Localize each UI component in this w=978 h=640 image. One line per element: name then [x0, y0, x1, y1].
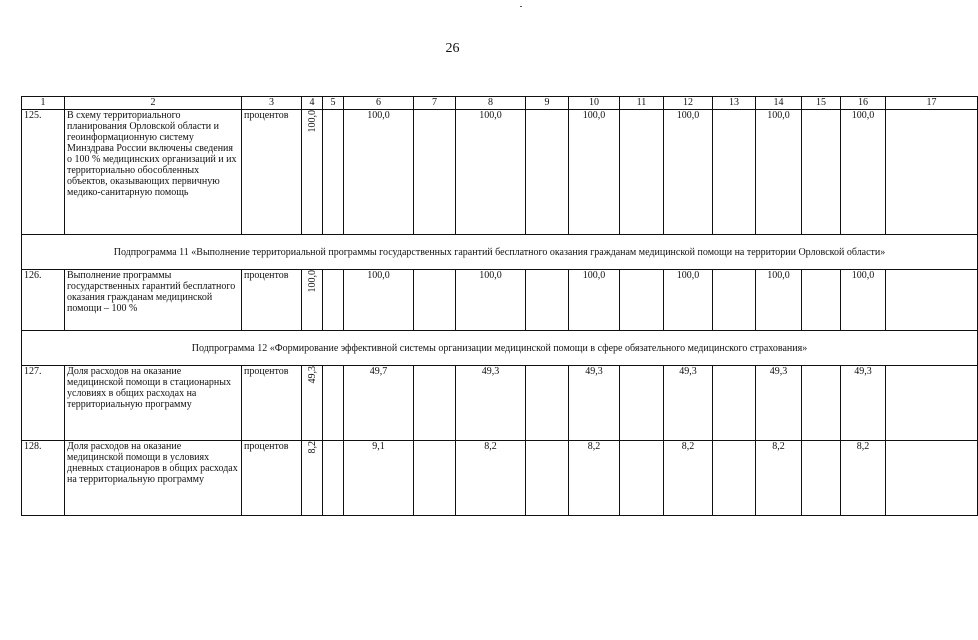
value-cell: 8,2 [569, 441, 620, 516]
empty-cell [414, 366, 456, 441]
value-cell: 100,0 [841, 110, 886, 235]
value-cell: 100,0 [569, 270, 620, 331]
table-body [22, 97, 978, 516]
row-number: 128. [22, 441, 65, 516]
column-number: 6 [344, 97, 414, 110]
base-value: 49,3 [306, 366, 318, 384]
column-number: 2 [65, 97, 242, 110]
base-value-cell [302, 441, 323, 516]
column-number: 11 [620, 97, 664, 110]
empty-cell [886, 441, 978, 516]
empty-cell [414, 441, 456, 516]
base-value-cell [302, 270, 323, 331]
indicator-row [22, 366, 978, 441]
column-number: 13 [713, 97, 756, 110]
base-value: 8,2 [306, 441, 318, 454]
value-cell: 8,2 [756, 441, 802, 516]
empty-cell [323, 366, 344, 441]
empty-cell [886, 110, 978, 235]
value-cell: 100,0 [664, 270, 713, 331]
value-cell: 100,0 [664, 110, 713, 235]
empty-cell [802, 110, 841, 235]
empty-cell [620, 366, 664, 441]
scan-mark [520, 6, 522, 7]
value-cell: 8,2 [841, 441, 886, 516]
empty-cell [414, 270, 456, 331]
indicator-row [22, 110, 978, 235]
empty-cell [802, 366, 841, 441]
value-cell: 49,3 [569, 366, 620, 441]
unit-cell: процентов [242, 366, 302, 441]
row-number: 127. [22, 366, 65, 441]
empty-cell [323, 110, 344, 235]
page-number: 26 [445, 41, 460, 56]
empty-cell [802, 270, 841, 331]
value-cell: 100,0 [344, 270, 414, 331]
empty-cell [526, 366, 569, 441]
empty-cell [802, 441, 841, 516]
unit-cell: процентов [242, 270, 302, 331]
column-number: 15 [802, 97, 841, 110]
value-cell: 49,3 [756, 366, 802, 441]
value-cell: 49,3 [456, 366, 526, 441]
empty-cell [713, 270, 756, 331]
unit-cell: процентов [242, 441, 302, 516]
column-number-row [22, 97, 978, 110]
empty-cell [713, 441, 756, 516]
value-cell: 49,3 [841, 366, 886, 441]
column-number: 9 [526, 97, 569, 110]
column-number: 17 [886, 97, 978, 110]
unit-cell: процентов [242, 110, 302, 235]
empty-cell [886, 270, 978, 331]
column-number: 5 [323, 97, 344, 110]
empty-cell [620, 270, 664, 331]
column-number: 3 [242, 97, 302, 110]
indicator-name: В схему территориального планирования Орловской области и геоинформационную систему Минздрава России включены сведения о 100 % медицинских организаций и их территориально обособленных объектов, оказывающих первичную медико-санитарную помощь [65, 110, 242, 235]
empty-cell [713, 366, 756, 441]
empty-cell [620, 441, 664, 516]
value-cell: 100,0 [756, 270, 802, 331]
column-number: 12 [664, 97, 713, 110]
column-number: 14 [756, 97, 802, 110]
column-number: 4 [302, 97, 323, 110]
empty-cell [414, 110, 456, 235]
base-value-cell [302, 366, 323, 441]
value-cell: 9,1 [344, 441, 414, 516]
column-number: 8 [456, 97, 526, 110]
value-cell: 8,2 [456, 441, 526, 516]
value-cell: 100,0 [344, 110, 414, 235]
column-number: 10 [569, 97, 620, 110]
subprogram-title: Подпрограмма 11 «Выполнение территориальной программы государственных гарантий бесплатного оказания гражданам медицинской помощи на территории Орловской области» [22, 235, 978, 270]
indicators-table [21, 96, 978, 516]
value-cell: 100,0 [569, 110, 620, 235]
row-number: 125. [22, 110, 65, 235]
value-cell: 8,2 [664, 441, 713, 516]
empty-cell [526, 441, 569, 516]
empty-cell [526, 270, 569, 331]
empty-cell [886, 366, 978, 441]
empty-cell [323, 441, 344, 516]
empty-cell [323, 270, 344, 331]
value-cell: 100,0 [456, 110, 526, 235]
empty-cell [713, 110, 756, 235]
column-number: 7 [414, 97, 456, 110]
value-cell: 49,7 [344, 366, 414, 441]
subprogram-row [22, 235, 978, 270]
value-cell: 100,0 [756, 110, 802, 235]
row-number: 126. [22, 270, 65, 331]
indicator-row [22, 441, 978, 516]
column-number: 1 [22, 97, 65, 110]
indicator-name: Доля расходов на оказание медицинской помощи в стационарных условиях в общих расходах на территориальную программу [65, 366, 242, 441]
empty-cell [620, 110, 664, 235]
base-value-cell [302, 110, 323, 235]
subprogram-title: Подпрограмма 12 «Формирование эффективной системы организации медицинской помощи в сфере обязательного медицинского страхования» [22, 331, 978, 366]
subprogram-row [22, 331, 978, 366]
empty-cell [526, 110, 569, 235]
base-value: 100,0 [306, 270, 318, 293]
column-number: 16 [841, 97, 886, 110]
value-cell: 49,3 [664, 366, 713, 441]
value-cell: 100,0 [841, 270, 886, 331]
indicator-name: Доля расходов на оказание медицинской помощи в условиях дневных стационаров в общих расходах на территориальную программу [65, 441, 242, 516]
value-cell: 100,0 [456, 270, 526, 331]
indicator-row [22, 270, 978, 331]
base-value: 100,0 [306, 110, 318, 133]
indicator-name: Выполнение программы государственных гарантий бесплатного оказания гражданам медицинской помощи – 100 % [65, 270, 242, 331]
